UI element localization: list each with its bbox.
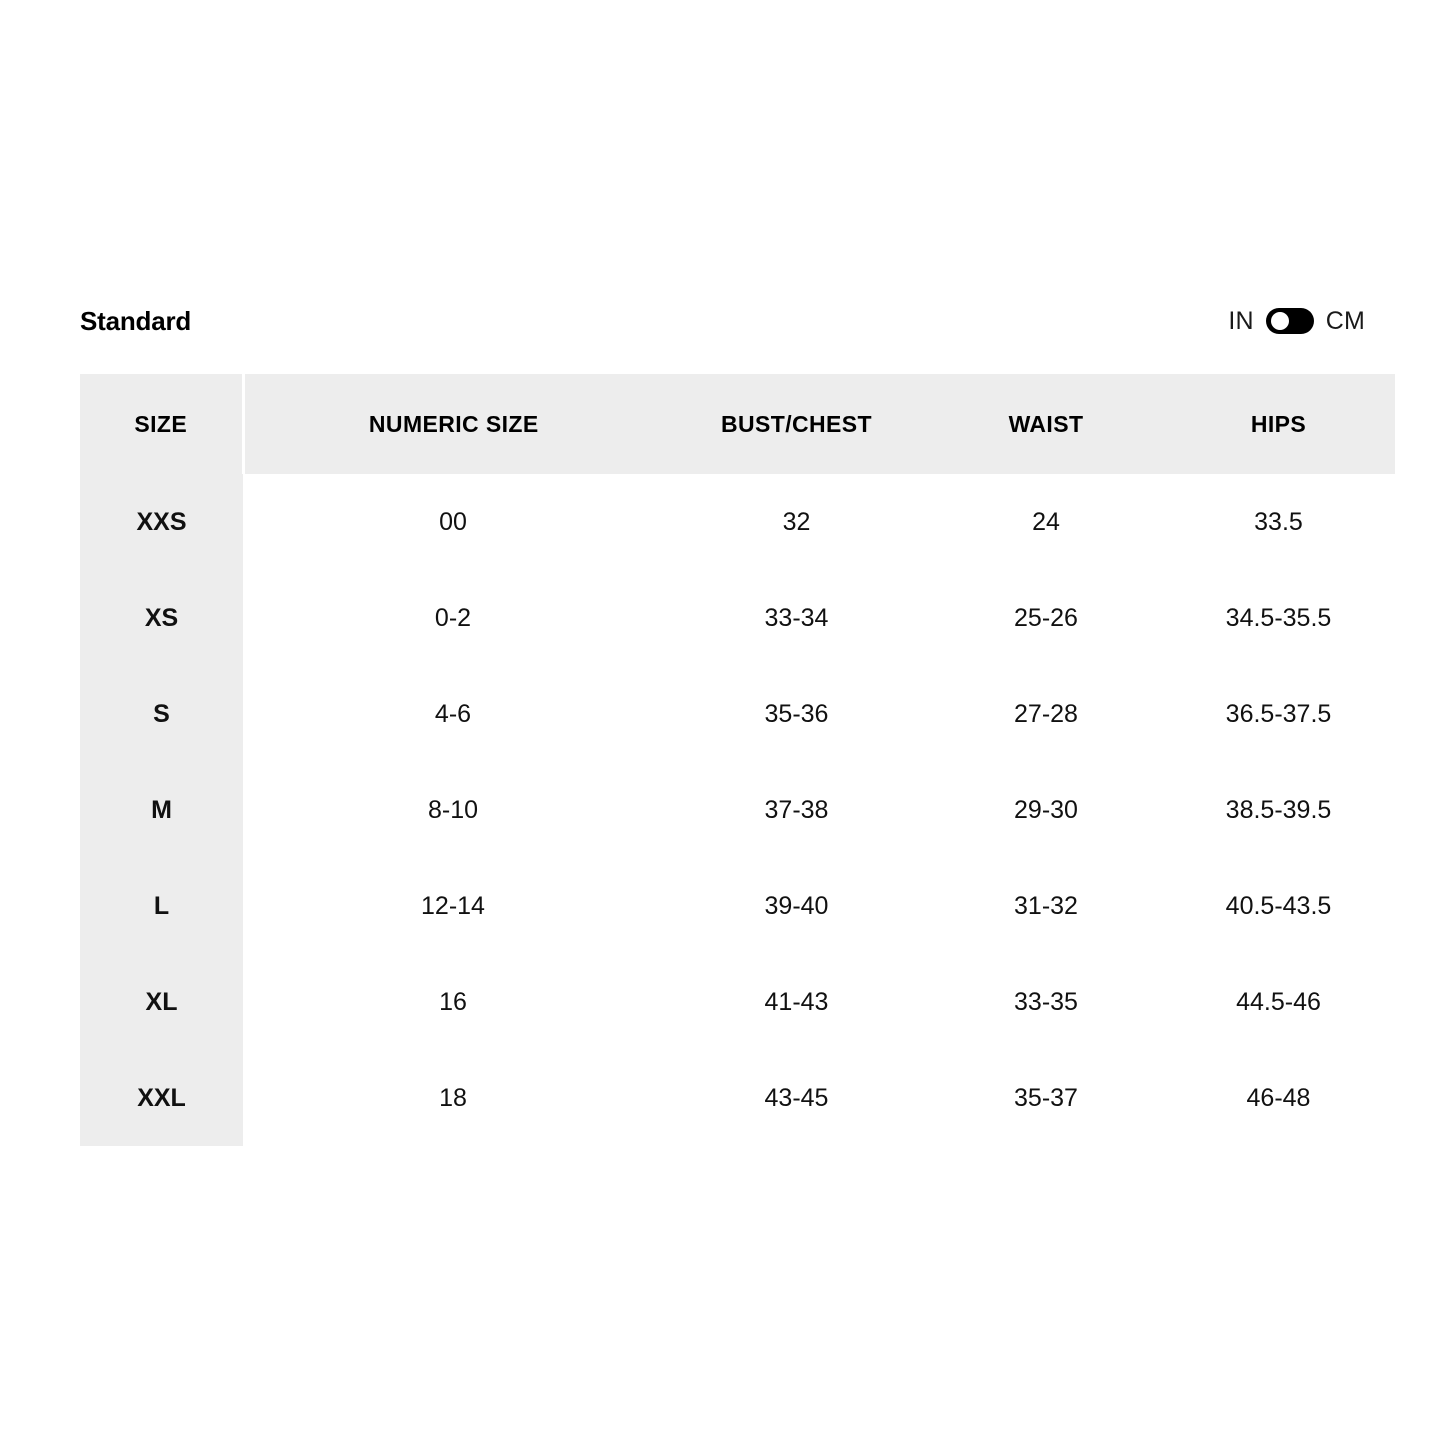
cell-numeric-size: 00 xyxy=(243,474,663,570)
column-header-numeric-size: NUMERIC SIZE xyxy=(243,374,663,474)
cell-size: XL xyxy=(80,954,243,1050)
cell-bust-chest: 37-38 xyxy=(663,762,930,858)
cell-bust-chest: 32 xyxy=(663,474,930,570)
cell-hips: 44.5-46 xyxy=(1162,954,1395,1050)
unit-label-cm[interactable]: CM xyxy=(1325,306,1365,335)
cell-waist: 25-26 xyxy=(930,570,1162,666)
column-header-size: SIZE xyxy=(80,374,243,474)
cell-hips: 36.5-37.5 xyxy=(1162,666,1395,762)
cell-size: M xyxy=(80,762,243,858)
cell-waist: 33-35 xyxy=(930,954,1162,1050)
column-header-waist: WAIST xyxy=(930,374,1162,474)
cell-size: S xyxy=(80,666,243,762)
cell-bust-chest: 35-36 xyxy=(663,666,930,762)
cell-waist: 31-32 xyxy=(930,858,1162,954)
table-header-row xyxy=(80,374,1395,474)
cell-waist: 24 xyxy=(930,474,1162,570)
table-body xyxy=(80,474,1395,1146)
cell-hips: 33.5 xyxy=(1162,474,1395,570)
table-row xyxy=(80,570,1395,666)
cell-numeric-size: 4-6 xyxy=(243,666,663,762)
unit-toggle-switch[interactable] xyxy=(1266,308,1314,334)
unit-toggle[interactable] xyxy=(1228,307,1365,336)
cell-size: XXS xyxy=(80,474,243,570)
cell-waist: 35-37 xyxy=(930,1050,1162,1146)
chart-header xyxy=(80,290,1365,352)
cell-bust-chest: 41-43 xyxy=(663,954,930,1050)
table-row xyxy=(80,762,1395,858)
cell-hips: 40.5-43.5 xyxy=(1162,858,1395,954)
cell-hips: 38.5-39.5 xyxy=(1162,762,1395,858)
column-header-hips: HIPS xyxy=(1162,374,1395,474)
size-table xyxy=(80,374,1395,1146)
page-title: Standard xyxy=(80,305,192,336)
cell-hips: 34.5-35.5 xyxy=(1162,570,1395,666)
cell-bust-chest: 33-34 xyxy=(663,570,930,666)
cell-hips: 46-48 xyxy=(1162,1050,1395,1146)
cell-waist: 27-28 xyxy=(930,666,1162,762)
table-row xyxy=(80,666,1395,762)
cell-bust-chest: 43-45 xyxy=(663,1050,930,1146)
cell-waist: 29-30 xyxy=(930,762,1162,858)
table-row xyxy=(80,1050,1395,1146)
cell-numeric-size: 16 xyxy=(243,954,663,1050)
cell-numeric-size: 18 xyxy=(243,1050,663,1146)
column-header-bust-chest: BUST/CHEST xyxy=(663,374,930,474)
cell-size: L xyxy=(80,858,243,954)
table-row xyxy=(80,954,1395,1050)
cell-size: XXL xyxy=(80,1050,243,1146)
table-row xyxy=(80,474,1395,570)
size-chart-container xyxy=(80,290,1365,1146)
table-header xyxy=(80,374,1395,474)
unit-label-in[interactable]: IN xyxy=(1228,306,1254,335)
cell-numeric-size: 8-10 xyxy=(243,762,663,858)
cell-size: XS xyxy=(80,570,243,666)
cell-numeric-size: 0-2 xyxy=(243,570,663,666)
cell-numeric-size: 12-14 xyxy=(243,858,663,954)
table-row xyxy=(80,858,1395,954)
cell-bust-chest: 39-40 xyxy=(663,858,930,954)
toggle-knob-icon xyxy=(1271,312,1289,330)
